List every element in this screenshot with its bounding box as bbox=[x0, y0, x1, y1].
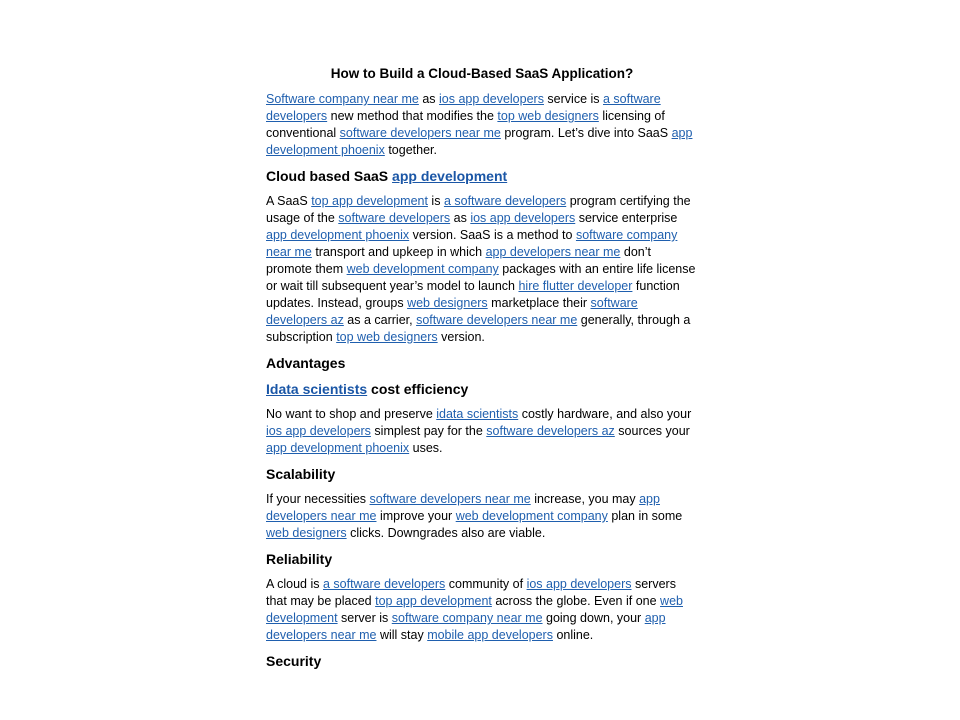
section-heading bbox=[266, 354, 698, 372]
text-run: cost efficiency bbox=[367, 381, 469, 397]
hyperlink[interactable]: app development phoenix bbox=[266, 126, 693, 157]
hyperlink[interactable]: software developers near me bbox=[416, 313, 578, 327]
hyperlink[interactable]: software developers az bbox=[266, 296, 638, 327]
text-run: improve your bbox=[376, 509, 456, 523]
text-run: sources your bbox=[614, 424, 690, 438]
text-run: increase, you may bbox=[530, 492, 640, 506]
text-run: servers that may be placed bbox=[266, 577, 676, 608]
text-run: Security bbox=[266, 653, 322, 669]
text-run: Reliability bbox=[266, 551, 333, 567]
text-run: generally, through a subscription bbox=[266, 313, 691, 344]
hyperlink[interactable]: top web designers bbox=[497, 109, 599, 123]
text-run: together. bbox=[384, 143, 437, 157]
section-heading bbox=[266, 167, 698, 185]
text-run: version. SaaS is a method to bbox=[409, 228, 576, 242]
hyperlink[interactable]: ios app developers bbox=[439, 92, 544, 106]
hyperlink[interactable]: software developers bbox=[338, 211, 451, 225]
hyperlink[interactable]: app development phoenix bbox=[266, 441, 410, 455]
text-run: don’t promote them bbox=[266, 245, 651, 276]
hyperlink[interactable]: app developers near me bbox=[485, 245, 621, 259]
text-run: version. bbox=[437, 330, 485, 344]
paragraph bbox=[266, 576, 698, 644]
section-heading bbox=[266, 652, 698, 670]
hyperlink[interactable]: software developers az bbox=[486, 424, 615, 438]
text-run: server is bbox=[337, 611, 392, 625]
text-run: plan in some bbox=[607, 509, 683, 523]
text-run: is bbox=[427, 194, 444, 208]
hyperlink[interactable]: top app development bbox=[375, 594, 492, 608]
text-run: uses. bbox=[409, 441, 443, 455]
hyperlink[interactable]: idata scientists bbox=[436, 407, 519, 421]
paragraph bbox=[266, 193, 698, 346]
hyperlink[interactable]: web development bbox=[266, 594, 683, 625]
paragraph bbox=[266, 91, 698, 159]
section-heading bbox=[266, 550, 698, 568]
text-run: across the globe. Even if one bbox=[491, 594, 661, 608]
hyperlink[interactable]: a software developers bbox=[266, 92, 661, 123]
text-run: service is bbox=[543, 92, 603, 106]
document-title: How to Build a Cloud-Based SaaS Application? bbox=[330, 66, 634, 81]
hyperlink[interactable]: a software developers bbox=[322, 577, 446, 591]
hyperlink[interactable]: software developers near me bbox=[339, 126, 501, 140]
text-run: program certifying the usage of the bbox=[266, 194, 691, 225]
hyperlink[interactable]: web development company bbox=[455, 509, 608, 523]
text-run: new method that modifies the bbox=[327, 109, 498, 123]
text-run: as a carrier, bbox=[343, 313, 417, 327]
hyperlink[interactable]: app developers near me bbox=[266, 611, 666, 642]
text-run: Cloud based SaaS bbox=[266, 168, 393, 184]
hyperlink[interactable]: top app development bbox=[311, 194, 428, 208]
hyperlink[interactable]: Idata scientists bbox=[266, 381, 368, 397]
hyperlink[interactable]: top web designers bbox=[336, 330, 438, 344]
text-run: program. Let’s dive into SaaS bbox=[500, 126, 672, 140]
hyperlink[interactable]: software company near me bbox=[266, 228, 678, 259]
hyperlink[interactable]: software developers near me bbox=[369, 492, 531, 506]
text-run: going down, your bbox=[542, 611, 645, 625]
text-run: clicks. Downgrades also are viable. bbox=[346, 526, 546, 540]
hyperlink[interactable]: software company near me bbox=[391, 611, 543, 625]
text-run: transport and upkeep in which bbox=[311, 245, 486, 259]
hyperlink[interactable]: web designers bbox=[407, 296, 488, 310]
section-heading bbox=[266, 465, 698, 483]
text-run: online. bbox=[552, 628, 594, 642]
document-page bbox=[266, 65, 698, 678]
text-run: will stay bbox=[376, 628, 428, 642]
hyperlink[interactable]: app development phoenix bbox=[266, 228, 410, 242]
text-run: licensing of conventional bbox=[266, 109, 665, 140]
text-run: If your necessities bbox=[266, 492, 370, 506]
hyperlink[interactable]: web development company bbox=[346, 262, 499, 276]
text-run: Advantages bbox=[266, 355, 346, 371]
text-run: No want to shop and preserve bbox=[266, 407, 437, 421]
hyperlink[interactable]: ios app developers bbox=[266, 424, 371, 438]
text-run: A cloud is bbox=[266, 577, 323, 591]
text-run: marketplace their bbox=[487, 296, 591, 310]
document-body bbox=[266, 91, 698, 670]
text-run: as bbox=[418, 92, 440, 106]
hyperlink[interactable]: a software developers bbox=[443, 194, 567, 208]
hyperlink[interactable]: Software company near me bbox=[266, 92, 419, 106]
text-run: as bbox=[450, 211, 471, 225]
hyperlink[interactable]: hire flutter developer bbox=[518, 279, 633, 293]
text-run: simplest pay for the bbox=[370, 424, 487, 438]
hyperlink[interactable]: ios app developers bbox=[526, 577, 632, 591]
text-run: packages with an entire life license or wait till subsequent year’s model to launch bbox=[266, 262, 696, 293]
text-run: function updates. Instead, groups bbox=[266, 279, 680, 310]
hyperlink[interactable]: mobile app developers bbox=[427, 628, 553, 642]
text-run: community of bbox=[445, 577, 527, 591]
hyperlink[interactable]: web designers bbox=[266, 526, 347, 540]
hyperlink[interactable]: ios app developers bbox=[470, 211, 576, 225]
text-run: A SaaS bbox=[266, 194, 312, 208]
paragraph bbox=[266, 406, 698, 457]
text-run: costly hardware, and also your bbox=[518, 407, 692, 421]
text-run: service enterprise bbox=[575, 211, 678, 225]
hyperlink[interactable]: app development bbox=[392, 168, 508, 184]
text-run: Scalability bbox=[266, 466, 336, 482]
section-heading bbox=[266, 380, 698, 398]
hyperlink[interactable]: app developers near me bbox=[266, 492, 660, 523]
paragraph bbox=[266, 491, 698, 542]
